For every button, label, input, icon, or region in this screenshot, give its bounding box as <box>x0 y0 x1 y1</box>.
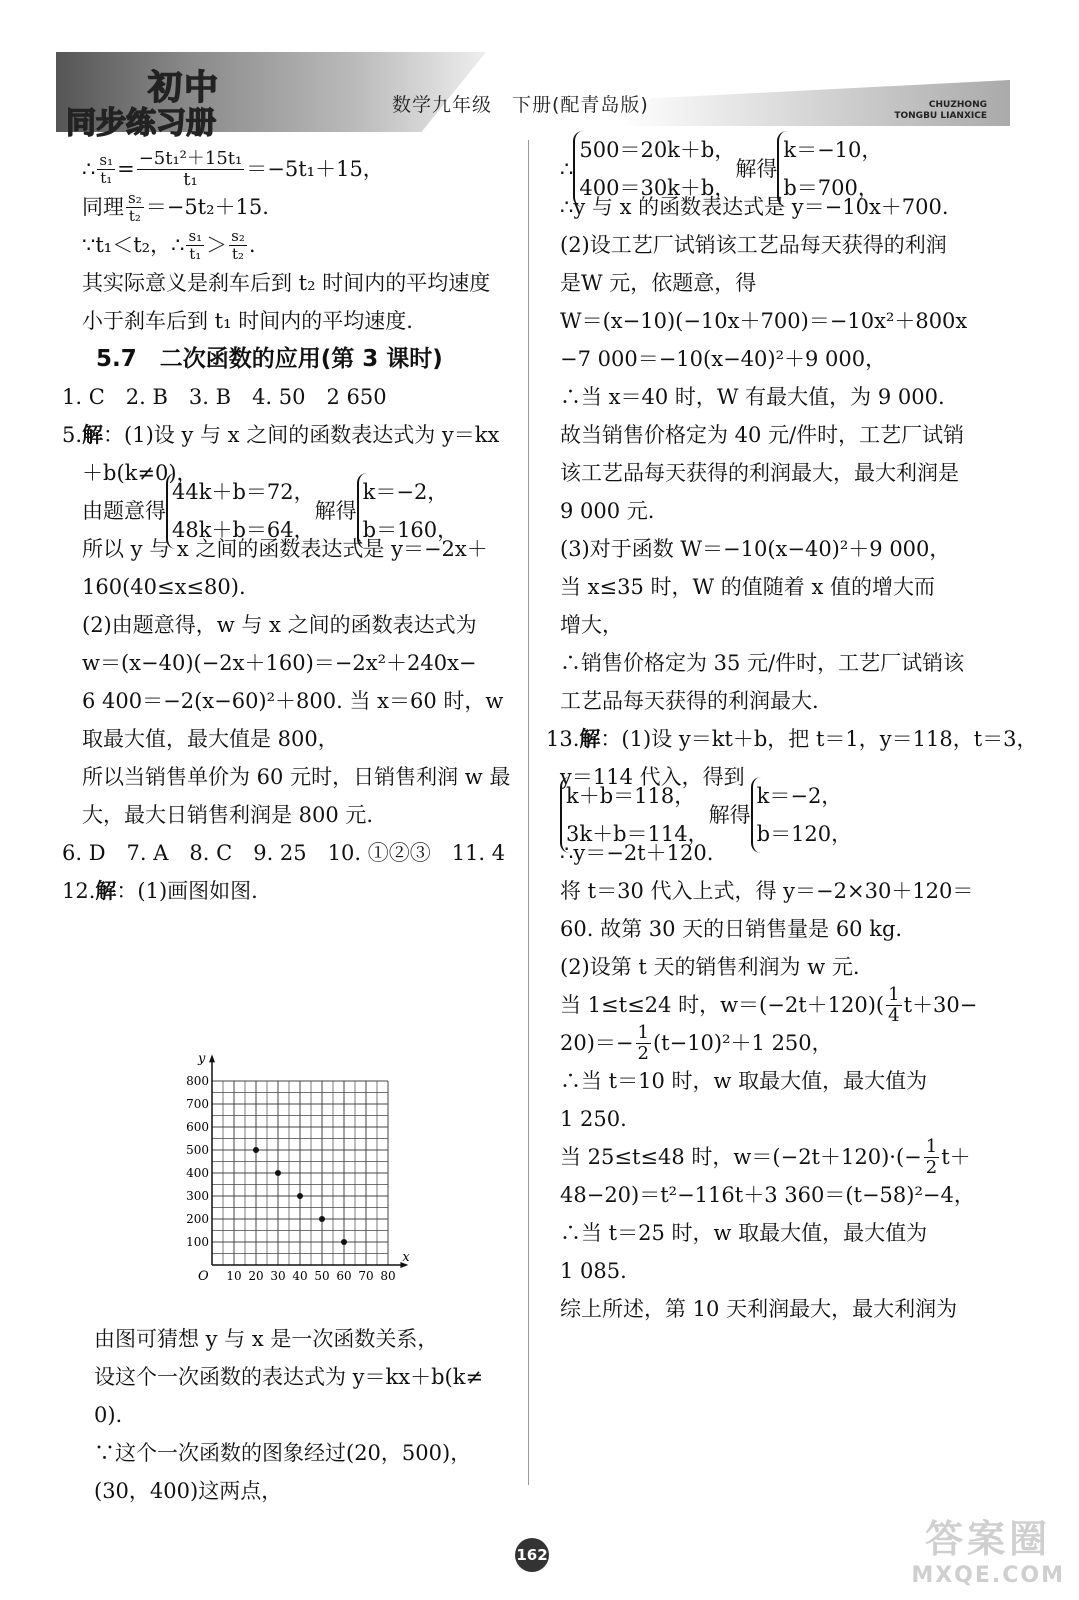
left-line-5: 小于刹车后到 t₁ 时间内的平均速度. <box>82 309 413 333</box>
right-line-9: 该工艺品每天获得的利润最大，最大利润是 <box>560 461 959 485</box>
pinyin-line-1: CHUZHONG <box>928 100 987 110</box>
y-tick-label: 400 <box>186 1166 209 1180</box>
x-tick-label: 70 <box>358 1269 374 1283</box>
right-line-21: 60. 故第 30 天的日销售量是 60 kg. <box>560 917 903 941</box>
header-pinyin <box>894 100 987 122</box>
left-line-12: (2)由题意得，w 与 x 之间的函数表达式为 <box>82 613 477 637</box>
left-column <box>62 147 522 910</box>
y-tick-label: 200 <box>186 1212 209 1226</box>
left-line-10: 所以 y 与 x 之间的函数表达式是 y＝−2x＋ <box>82 537 488 561</box>
graph-axes <box>197 1051 410 1284</box>
y-tick-label: 300 <box>186 1189 209 1203</box>
problem-13-start: 13.解：(1)设 y＝kt＋b，把 t＝1，y＝118，t＝3， <box>546 727 1038 751</box>
right-column <box>546 138 1038 1328</box>
x-tick-label: 20 <box>248 1269 264 1283</box>
right-line-17: y＝114 代入，得到 <box>560 765 745 789</box>
x-tick-label: 80 <box>380 1269 396 1283</box>
right-line-27: 当 25≤t≤48 时，w＝(−2t＋120)·(− $\frac{1}{2}$ t＋ <box>560 1135 971 1178</box>
y-tick-label: 800 <box>186 1074 209 1088</box>
left-line-13: w＝(x−40)(−2x＋160)＝−2x²＋240x− <box>82 651 477 675</box>
graph-grid <box>212 1081 388 1265</box>
data-point <box>297 1193 303 1199</box>
right-line-25: ∴当 t＝10 时，w 取最大值，最大值为 <box>560 1069 928 1093</box>
x-tick-label: 60 <box>336 1269 352 1283</box>
right-line-12: 当 x≤35 时，W 的值随着 x 值的增大而 <box>560 575 935 599</box>
right-line-10: 9 000 元. <box>560 499 655 523</box>
y-tick-label: 600 <box>186 1120 209 1134</box>
left-line-20: 由图可猜想 y 与 x 是一次函数关系， <box>94 1327 439 1351</box>
fraction: $\frac{1}{2}$ <box>925 1135 938 1178</box>
fraction: $\frac{\text{s₁}}{\text{t₁}}$ <box>188 226 203 263</box>
section-title: 5.7 二次函数的应用(第 3 课时) <box>96 346 443 372</box>
y-axis-label: y <box>198 1051 206 1067</box>
x-tick-label: 10 <box>226 1269 242 1283</box>
brace-system: 500＝20k＋b， 400＝30k＋b， <box>573 131 735 207</box>
left-line-8: ＋b(k≠0)， <box>82 461 198 485</box>
answers-6-11: 6. D 7. A 8. C 9. 25 10. ①②③ 11. 4 <box>62 841 506 865</box>
logo-line-2: 同步练习册 <box>66 106 216 141</box>
right-line-23: 当 1≤t≤24 时，w＝(−2t＋120)( $\frac{1}{4}$ t＋30− <box>560 983 978 1026</box>
right-line-22: (2)设第 t 天的销售利润为 w 元. <box>560 955 860 979</box>
right-line-8: 故当销售价格定为 40 元/件时，工艺厂试销 <box>560 423 965 447</box>
right-line-24: 20)＝− $\frac{1}{2}$ (t−10)²＋1 250， <box>560 1021 833 1064</box>
origin-label: O <box>198 1269 209 1284</box>
x-axis-label: x <box>402 1250 410 1265</box>
left-line-22: 0). <box>94 1403 123 1427</box>
right-line-20: 将 t＝30 代入上式，得 y＝−2×30＋120＝ <box>560 879 974 903</box>
column-divider <box>528 140 529 1485</box>
page-number: 162 <box>515 1538 549 1572</box>
fraction: $\frac{\text{s₂}}{\text{t₂}}$ <box>231 226 245 263</box>
y-axis-arrow <box>209 1054 215 1062</box>
x-tick-label: 50 <box>314 1269 330 1283</box>
answers-1-4: 1. C 2. B 3. B 4. 50 2 650 <box>62 385 387 409</box>
left-line-15: 取最大值，最大值是 800， <box>82 727 339 751</box>
brace-system: k＝−2， b＝120， <box>751 777 853 853</box>
page-header <box>0 0 1079 150</box>
right-line-13: 增大， <box>560 613 623 637</box>
graph-ticks <box>186 1074 396 1283</box>
problem-12-start: 12.解：(1)画图如图. <box>62 879 258 903</box>
brace-system: k＝−10， b＝700， <box>777 131 882 207</box>
right-line-7: ∴当 x＝40 时，W 有最大值，为 9 000. <box>560 385 945 409</box>
left-column-lower <box>62 1320 522 1510</box>
brace-system: 44k＋b＝72， 48k＋b＝64， <box>166 473 315 549</box>
data-point <box>341 1239 347 1245</box>
brace-system: k＝−2， b＝160， <box>357 473 459 549</box>
left-line-1: ∴ $\frac{\text{s₁}}{\text{t₁}}$ = $\frac{\text{−5t₁²＋15t₁}}{\text{t₁}}$ ＝−5t₁＋15， <box>82 147 384 190</box>
y-tick-label: 500 <box>186 1143 209 1157</box>
right-line-29: ∴当 t＝25 时，w 取最大值，最大值为 <box>560 1221 928 1245</box>
right-line-30: 1 085. <box>560 1259 627 1283</box>
left-line-23: ∵这个一次函数的图象经过(20，500)， <box>94 1441 472 1465</box>
fraction: $\frac{\text{s₁}}{\text{t₁}}$ <box>99 150 114 187</box>
right-line-4: 是W 元，依题意，得 <box>560 271 757 295</box>
left-line-2: 同理 $\frac{\text{s₂}}{\text{t₂}}$ ＝−5t₂＋15. <box>82 188 269 225</box>
y-tick-label: 700 <box>186 1097 209 1111</box>
right-line-14: ∴销售价格定为 35 元/件时，工艺厂试销该 <box>560 651 965 675</box>
right-line-31: 综上所述，第 10 天利润最大，最大利润为 <box>560 1297 958 1321</box>
right-line-6: −7 000＝−10(x−40)²＋9 000， <box>560 347 887 371</box>
fraction: $\frac{\text{−5t₁²＋15t₁}}{\text{t₁}}$ <box>138 147 243 190</box>
x-tick-label: 30 <box>270 1269 286 1283</box>
right-line-2: ∴y 与 x 的函数表达式是 y＝−10x＋700. <box>560 195 949 219</box>
watermark-line-1: 答案圈 <box>925 1517 1052 1561</box>
left-line-16: 所以当销售单价为 60 元时，日销售利润 w 最 <box>82 765 511 789</box>
fraction: $\frac{1}{2}$ <box>637 1021 649 1064</box>
left-line-14: 6 400＝−2(x−60)²＋800. 当 x＝60 时，w <box>82 689 504 713</box>
right-line-26: 1 250. <box>560 1107 627 1131</box>
scatter-graph <box>170 1050 440 1290</box>
data-point <box>253 1147 259 1153</box>
fraction: $\frac{1}{4}$ <box>888 983 900 1026</box>
left-line-4: 其实际意义是刹车后到 t₂ 时间内的平均速度 <box>82 271 491 295</box>
book-title: 数学九年级 下册(配青岛版) <box>392 94 649 116</box>
right-line-5: W＝(x−10)(−10x＋700)＝−10x²＋800x <box>560 309 968 333</box>
pinyin-line-2: TONGBU LIANXICE <box>894 111 987 121</box>
right-line-3: (2)设工艺厂试销该工艺品每天获得的利润 <box>560 233 947 257</box>
left-line-21: 设这个一次函数的表达式为 y＝kx＋b(k≠ <box>94 1365 484 1389</box>
right-line-11: (3)对于函数 W＝−10(x−40)²＋9 000， <box>560 537 951 561</box>
equation-system-13: k＋b＝118， 3k＋b＝114， 解得 k＝−2， b＝120， <box>560 796 1020 834</box>
right-line-28: 48−20)＝t²−116t＋3 360＝(t−58)²−4， <box>560 1183 975 1207</box>
problem-5-start: 5.解：(1)设 y 与 x 之间的函数表达式为 y＝kx <box>62 423 500 447</box>
data-point <box>319 1216 325 1222</box>
y-tick-label: 100 <box>186 1235 209 1249</box>
left-line-3: ∵t₁＜t₂，∴ $\frac{\text{s₁}}{\text{t₁}}$ ＞ $\frac{\text{s₂}}{\text{t₂}}$ . <box>82 226 256 263</box>
equation-system-12: ∴ 500＝20k＋b， 400＝30k＋b， 解得 k＝−10， b＝700， <box>560 150 1020 188</box>
right-line-15: 工艺品每天获得的利润最大. <box>560 689 819 713</box>
right-line-19: ∴y＝−2t＋120. <box>560 841 714 865</box>
left-line-17: 大，最大日销售利润是 800 元. <box>82 803 374 827</box>
watermark-line-2: MXQE.COM <box>911 1563 1065 1588</box>
fraction: $\frac{\text{s₂}}{\text{t₂}}$ <box>128 188 142 225</box>
left-line-24: (30，400)这两点， <box>94 1479 283 1503</box>
left-line-11: 160(40≤x≤80). <box>82 575 246 599</box>
equation-system-5: 由题意得 44k＋b＝72， 48k＋b＝64， 解得 k＝−2， b＝160， <box>62 492 522 530</box>
brace-system: k＋b＝118， 3k＋b＝114， <box>560 777 709 853</box>
x-tick-label: 40 <box>292 1269 308 1283</box>
watermark <box>911 1508 1065 1588</box>
data-point <box>275 1170 281 1176</box>
logo-line-1: 初中 <box>148 68 220 108</box>
